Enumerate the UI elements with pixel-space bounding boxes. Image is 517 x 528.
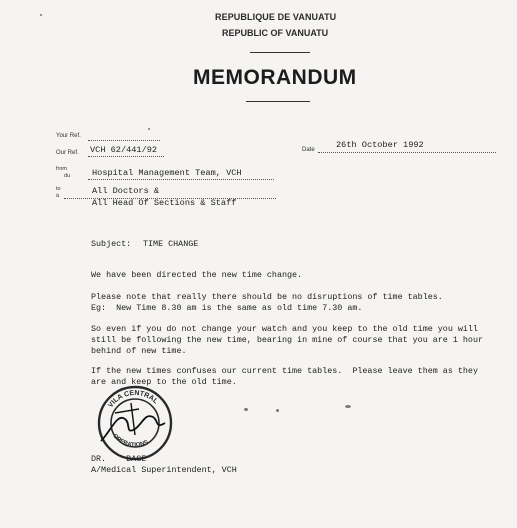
header-rule-bottom	[246, 101, 310, 102]
paragraph-4-line-1: If the new times confuses our current time tables. Please leave them as they	[91, 366, 478, 376]
header-rule-top	[250, 52, 310, 53]
scan-speck	[244, 408, 248, 411]
header-english: REPUBLIC OF VANUATU	[222, 28, 329, 38]
your-ref-label: Your Ref.	[56, 133, 81, 139]
header-french: REPUBLIQUE DE VANUATU	[215, 12, 337, 22]
signatory-name: DR. BAGE	[91, 454, 147, 464]
to-label: to	[56, 186, 61, 192]
svg-text:OPERATIONS: OPERATIONS	[111, 433, 150, 449]
from-label-du: du	[64, 173, 71, 179]
subject-value: TIME CHANGE	[143, 239, 199, 249]
memo-title: MEMORANDUM	[193, 66, 357, 89]
our-ref-value: VCH 62/441/92	[90, 145, 158, 155]
paragraph-3-line-1: So even if you do not change your watch and you keep to the old time you will	[91, 324, 478, 334]
our-ref-label: Our Ref.	[56, 150, 79, 156]
date-line	[318, 152, 496, 153]
scan-speck	[345, 405, 351, 408]
our-ref-line	[88, 156, 164, 157]
paragraph-3-line-2: still be following the new time, bearing in mine of course that you are 1 hour	[91, 335, 484, 345]
from-value: Hospital Management Team, VCH	[92, 168, 242, 178]
signatory-position: A/Medical Superintendent, VCH	[91, 465, 237, 475]
svg-text:VILA CENTRAL: VILA CENTRAL	[107, 389, 160, 410]
paragraph-1: We have been directed the new time change.	[91, 270, 303, 280]
date-label: Date	[302, 147, 315, 153]
official-stamp	[95, 383, 175, 463]
scan-speck	[40, 14, 42, 16]
subject-label: Subject:	[91, 239, 132, 249]
scan-speck	[148, 128, 150, 130]
paragraph-4-line-2: are and keep to the old time.	[91, 377, 237, 387]
scan-speck	[276, 409, 279, 412]
from-line	[88, 179, 274, 180]
to-value-1: All Doctors &	[92, 186, 160, 196]
date-value: 26th October 1992	[336, 140, 424, 150]
to-value-2: All Head Of Sections & Staff	[92, 198, 237, 208]
paragraph-2-line-2: Eg: New Time 8.30 am is the same as old time 7.30 am.	[91, 303, 363, 313]
from-label-fr: from	[56, 166, 67, 172]
paragraph-2-line-1: Please note that really there should be no disruptions of time tables.	[91, 292, 443, 302]
your-ref-line	[88, 140, 160, 141]
to-label-a: à	[56, 193, 60, 199]
paragraph-3-line-3: behind of new time.	[91, 346, 187, 356]
